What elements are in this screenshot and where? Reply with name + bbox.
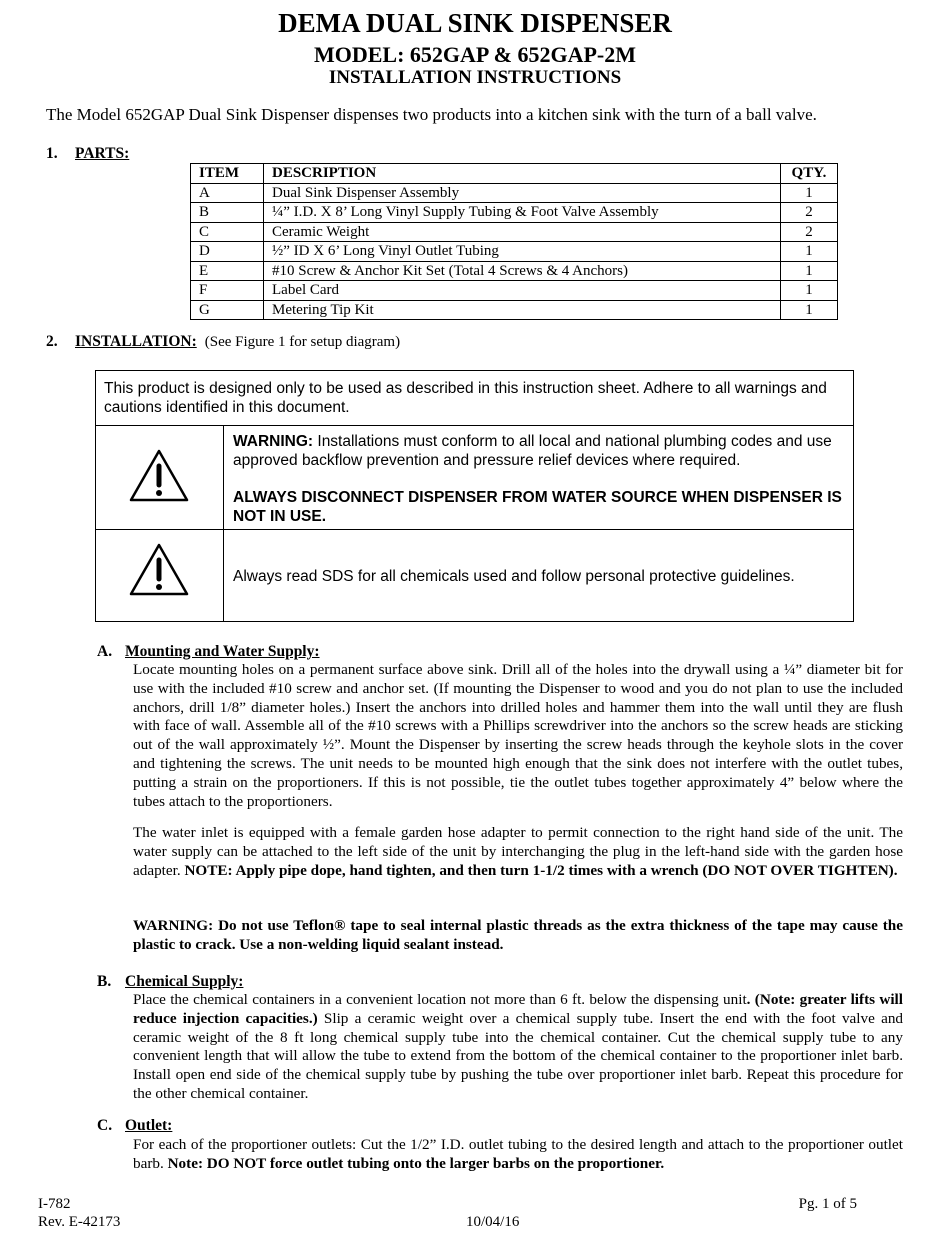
installation-label: INSTALLATION: bbox=[75, 333, 197, 350]
description-cell: Dual Sink Dispenser Assembly bbox=[264, 183, 781, 203]
qty-cell: 2 bbox=[781, 203, 838, 223]
warning-icon-cell bbox=[96, 426, 224, 529]
parts-number: 1. bbox=[46, 145, 58, 162]
description-cell: Label Card bbox=[264, 281, 781, 301]
warning-icon-cell bbox=[96, 530, 224, 622]
water-inlet-text: The water inlet is equipped with a female garden hose adapter to permit connection to the right hand side of the unit. The water supply can be attached to the left side of the unit by interchanging the plug in the left-hand side with the garden hose adapter. bbox=[133, 824, 903, 879]
pipe-dope-note: NOTE: Apply pipe dope, hand tighten, and then turn 1-1/2 times with a wrench (DO NOT OVER TIGHTEN). bbox=[184, 861, 898, 879]
footer-revision: Rev. E-42173 bbox=[38, 1214, 121, 1230]
section-b-heading bbox=[97, 973, 243, 991]
footer-page-number: Pg. 1 of 5 bbox=[798, 1196, 857, 1212]
section-b-paragraph bbox=[133, 991, 903, 1104]
qty-cell: 1 bbox=[781, 300, 838, 320]
section-a-paragraph-1: Locate mounting holes on a permanent surface above sink. Drill all of the holes into the drywall using a ¼” diameter bit for use with the included #10 screw and anchor set. (If mounting the Dispenser to wood and you do not plan to use the included anchors, drill 1/8” diameter holes.) Insert the anchors into drilled holes and hammer them into the wall until they are flush with face of wall. Assemble all of the #10 screws with a Phillips screwdriver into the anchors so the screw heads are sticking out of the wall approximately ½”. Mount the Dispenser by inserting the screw heads through the keyhole slots in the cover and tightening the screws. The unit needs to be mounted high enough that the sink does not interfere with the outlet tubes, putting a strain on the proportioners. If this is not possible, tie the outlet tubes together approximately 4” below where the tubes attach to the proportioners. bbox=[133, 661, 903, 810]
item-cell: E bbox=[191, 261, 264, 281]
item-cell: B bbox=[191, 203, 264, 223]
teflon-warning: WARNING: Do not use Teflon® tape to seal internal plastic threads as the extra thickness of the tape may cause the plastic to crack. Use a non-welding liquid sealant instead. bbox=[133, 917, 903, 953]
installation-note: (See Figure 1 for setup diagram) bbox=[204, 334, 401, 350]
item-cell: G bbox=[191, 300, 264, 320]
outlet-tubing-note: Note: DO NOT force outlet tubing onto the larger barbs on the proportioner. bbox=[167, 1154, 665, 1172]
table-row bbox=[191, 183, 838, 203]
parts-table bbox=[190, 163, 838, 320]
disconnect-warning: ALWAYS DISCONNECT DISPENSER FROM WATER SOURCE WHEN DISPENSER IS NOT IN USE. bbox=[233, 489, 842, 525]
qty-cell: 1 bbox=[781, 261, 838, 281]
table-row bbox=[191, 281, 838, 301]
parts-table-header bbox=[191, 164, 838, 184]
item-cell: F bbox=[191, 281, 264, 301]
header-description: DESCRIPTION bbox=[264, 164, 781, 184]
description-cell: #10 Screw & Anchor Kit Set (Total 4 Screws & 4 Anchors) bbox=[264, 261, 781, 281]
footer-doc-id: I-782 bbox=[38, 1196, 71, 1212]
table-row bbox=[191, 242, 838, 262]
warning-text-plumbing bbox=[233, 432, 845, 470]
section-a-label: Mounting and Water Supply: bbox=[125, 643, 320, 660]
item-cell: A bbox=[191, 183, 264, 203]
table-row bbox=[191, 300, 838, 320]
header-item: ITEM bbox=[191, 164, 264, 184]
section-b-label: Chemical Supply: bbox=[125, 973, 244, 990]
chemical-supply-text-1: Place the chemical containers in a convenient location not more than 6 ft. below the dispensing unit bbox=[133, 991, 747, 1008]
description-cell: Ceramic Weight bbox=[264, 222, 781, 242]
warning-plumbing-text: Installations must conform to all local and national plumbing codes and use approved backflow prevention and pressure relief devices where required. bbox=[233, 433, 832, 469]
table-row bbox=[191, 261, 838, 281]
description-cell: ¼” I.D. X 8’ Long Vinyl Supply Tubing & Foot Valve Assembly bbox=[264, 203, 781, 223]
warning-row-plumbing bbox=[96, 426, 853, 530]
outlet-text: For each of the proportioner outlets: Cut the 1/2” I.D. outlet tubing to the desired length and attach to the proportioner outlet barb. bbox=[133, 1136, 903, 1172]
parts-heading bbox=[46, 145, 129, 163]
installation-number: 2. bbox=[46, 333, 58, 350]
section-b-number: B. bbox=[97, 973, 112, 990]
section-a-heading bbox=[97, 643, 320, 661]
installation-heading bbox=[46, 333, 400, 351]
description-cell: Metering Tip Kit bbox=[264, 300, 781, 320]
section-c-label: Outlet: bbox=[125, 1117, 173, 1134]
footer-date: 10/04/16 bbox=[466, 1214, 520, 1230]
warning-box bbox=[95, 370, 854, 622]
section-c-heading bbox=[97, 1117, 172, 1135]
warning-label: WARNING: bbox=[233, 433, 314, 450]
header-qty: QTY. bbox=[781, 164, 838, 184]
lift-capacity-note: . (Note: greater lifts will reduce injection capacities.) bbox=[133, 991, 903, 1027]
document-title: DEMA DUAL SINK DISPENSER bbox=[278, 8, 672, 38]
sds-warning-text: Always read SDS for all chemicals used and follow personal protective guidelines. bbox=[233, 568, 795, 585]
section-a-paragraph-2 bbox=[133, 824, 903, 880]
section-c-number: C. bbox=[97, 1117, 113, 1134]
intro-paragraph: The Model 652GAP Dual Sink Dispenser dispenses two products into a kitchen sink with the turn of a ball valve. bbox=[46, 105, 817, 124]
warning-triangle-icon bbox=[128, 542, 190, 598]
parts-label: PARTS: bbox=[75, 145, 130, 162]
table-row bbox=[191, 222, 838, 242]
warning-row-sds bbox=[96, 530, 853, 622]
chemical-supply-text-2: Slip a ceramic weight over a chemical supply tube. Insert the end with the foot valve and ceramic weight of the 8 ft long chemical supply tube into the chemical container. Cut the chemical supply tube to any convenient length that will allow the tube to extend from the bottom of the chemical container to the proportioner inlet barb. Install open end side of the chemical supply tube by pushing the tube over proportioner inlet barb. Repeat this procedure for the other chemical container. bbox=[133, 1009, 904, 1102]
description-cell: ½” ID X 6’ Long Vinyl Outlet Tubing bbox=[264, 242, 781, 262]
section-c-paragraph bbox=[133, 1136, 903, 1174]
qty-cell: 2 bbox=[781, 222, 838, 242]
item-cell: D bbox=[191, 242, 264, 262]
qty-cell: 1 bbox=[781, 183, 838, 203]
warning-triangle-icon bbox=[128, 448, 190, 504]
instructions-subtitle: INSTALLATION INSTRUCTIONS bbox=[328, 67, 622, 88]
item-cell: C bbox=[191, 222, 264, 242]
qty-cell: 1 bbox=[781, 242, 838, 262]
qty-cell: 1 bbox=[781, 281, 838, 301]
warning-box-intro: This product is designed only to be used as described in this instruction sheet. Adhere to all warnings and cautions identified in this document. bbox=[96, 371, 853, 426]
model-subtitle: MODEL: 652GAP & 652GAP-2M bbox=[313, 42, 637, 67]
table-row bbox=[191, 203, 838, 223]
section-a-number: A. bbox=[97, 643, 113, 660]
